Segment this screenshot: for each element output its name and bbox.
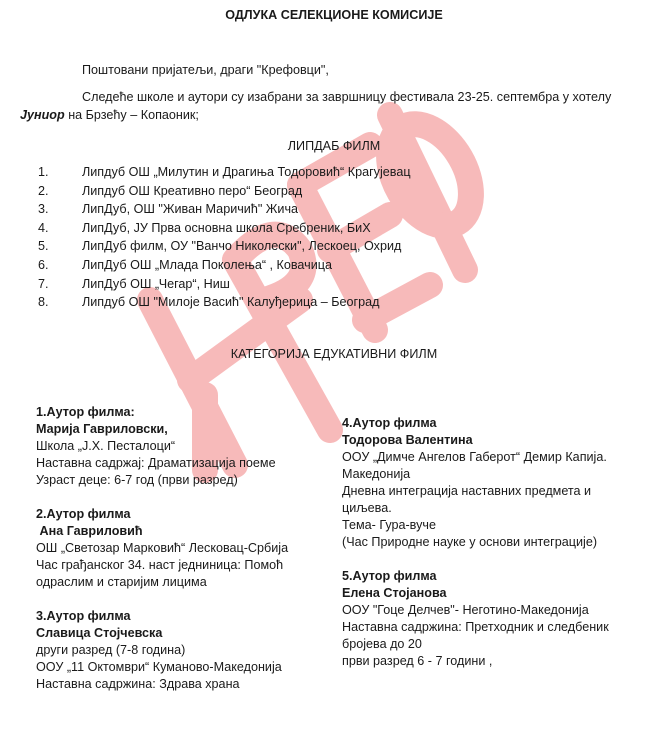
list-item-number: 2. xyxy=(38,183,49,198)
author-entry xyxy=(36,506,336,591)
list-item-number: 3. xyxy=(38,202,49,217)
section-lipdub-title: ЛИПДАБ ФИЛМ xyxy=(287,139,381,153)
greeting: Поштовани пријатељи, драги "Крефовци", xyxy=(82,63,329,77)
author-detail: Наставна садржина: Претходник и следбеник xyxy=(342,620,609,634)
author-name: Марија Гавриловски, xyxy=(36,422,168,436)
author-detail: (Час Природне науке у основи интеграције) xyxy=(342,535,598,549)
author-entry xyxy=(342,415,642,551)
list-item-number: 6. xyxy=(38,258,49,272)
list-item-number: 5. xyxy=(38,239,49,254)
list-item: ЛипДуб ОШ „Млада Поколења“ , Ковачица xyxy=(82,258,332,272)
right-column xyxy=(342,415,642,670)
list-item-number: 7. xyxy=(38,276,49,291)
section-educational-title: КАТЕГОРИЈА ЕДУКАТИВНИ ФИЛМ xyxy=(230,347,438,361)
left-column xyxy=(36,404,336,693)
intro-line: Следеће школе и аутори су изабрани за завршницу фестивала 23-25. септембра у хотелу xyxy=(82,90,612,104)
author-detail: први разред 6 - 7 години , xyxy=(342,654,493,668)
list-item: Липдуб ОШ „Милутин и Драгиња Тодоровић“ Крагујевац xyxy=(82,165,411,179)
author-heading: 1.Аутор филма: xyxy=(36,405,135,419)
author-detail: Тема- Гура-вуче xyxy=(342,518,436,532)
list-item-number: 8. xyxy=(38,295,49,310)
author-name: Тодорова Валентина xyxy=(342,433,473,447)
author-detail: Наставна садржина: Здрава храна xyxy=(36,677,240,691)
author-detail: одраслим и старијим лицима xyxy=(36,575,207,589)
author-entry xyxy=(342,568,642,670)
author-detail: ООУ „11 Октомври“ Куманово-Македонија xyxy=(36,660,282,674)
list-item: ЛипДуб, ОШ "Живан Маричић" Жича xyxy=(82,202,299,217)
hotel-name: Јуниор xyxy=(20,108,65,122)
author-detail: други разред (7-8 година) xyxy=(36,643,186,657)
document-title: ОДЛУКА СЕЛЕКЦИОНЕ КОМИСИЈЕ xyxy=(225,8,443,22)
author-detail: Наставна садржај: Драматизација поеме xyxy=(36,456,276,470)
author-heading: 5.Аутор филма xyxy=(342,569,437,583)
author-detail: Школа „Ј.Х. Песталоци“ xyxy=(36,439,176,453)
author-heading: 3.Аутор филма xyxy=(36,609,131,623)
author-entry xyxy=(36,404,336,489)
author-entry xyxy=(36,608,336,693)
author-detail: ООУ "Гоце Делчев"- Неготино-Македонија xyxy=(342,603,589,617)
author-detail: Час грађанског 34. наст једниница: Помоћ xyxy=(36,558,284,572)
list-item: Липдуб ОШ "Милоје Васић" Калуђерица – Београд xyxy=(82,295,380,310)
author-detail: циљева. xyxy=(342,501,392,515)
list-item: ЛипДуб филм, ОУ "Ванчо Николески", Лескоец, Охрид xyxy=(82,239,402,254)
author-detail: ОШ „Светозар Марковић“ Лесковац-Србија xyxy=(36,541,289,555)
author-detail: Македонија xyxy=(342,467,411,481)
intro-location: на Брзећу – Копаоник; xyxy=(64,108,199,122)
author-name: Ана Гавриловић xyxy=(36,524,143,538)
list-item: ЛипДуб, ЈУ Прва основна школа Сребреник, БиХ xyxy=(82,220,371,235)
list-item-number: 4. xyxy=(38,220,49,235)
author-heading: 4.Аутор филма xyxy=(342,416,437,430)
author-name: Елена Стојанова xyxy=(342,586,447,600)
author-detail: ООУ „Димче Ангелов Габерот“ Демир Капија. xyxy=(342,450,607,464)
author-detail: Узраст деце: 6-7 год (први разред) xyxy=(36,473,238,487)
list-item-number: 1. xyxy=(38,165,49,179)
author-detail: бројева до 20 xyxy=(342,637,422,651)
list-item: ЛипДуб ОШ „Чегар“, Ниш xyxy=(82,276,230,291)
intro-line-2 xyxy=(20,107,199,124)
author-name: Славица Стојчевска xyxy=(36,626,163,640)
author-detail: Дневна интеграција наставних предмета и xyxy=(342,484,592,498)
author-heading: 2.Аутор филма xyxy=(36,507,131,521)
list-item: Липдуб ОШ Креативно перо“ Београд xyxy=(82,183,303,198)
